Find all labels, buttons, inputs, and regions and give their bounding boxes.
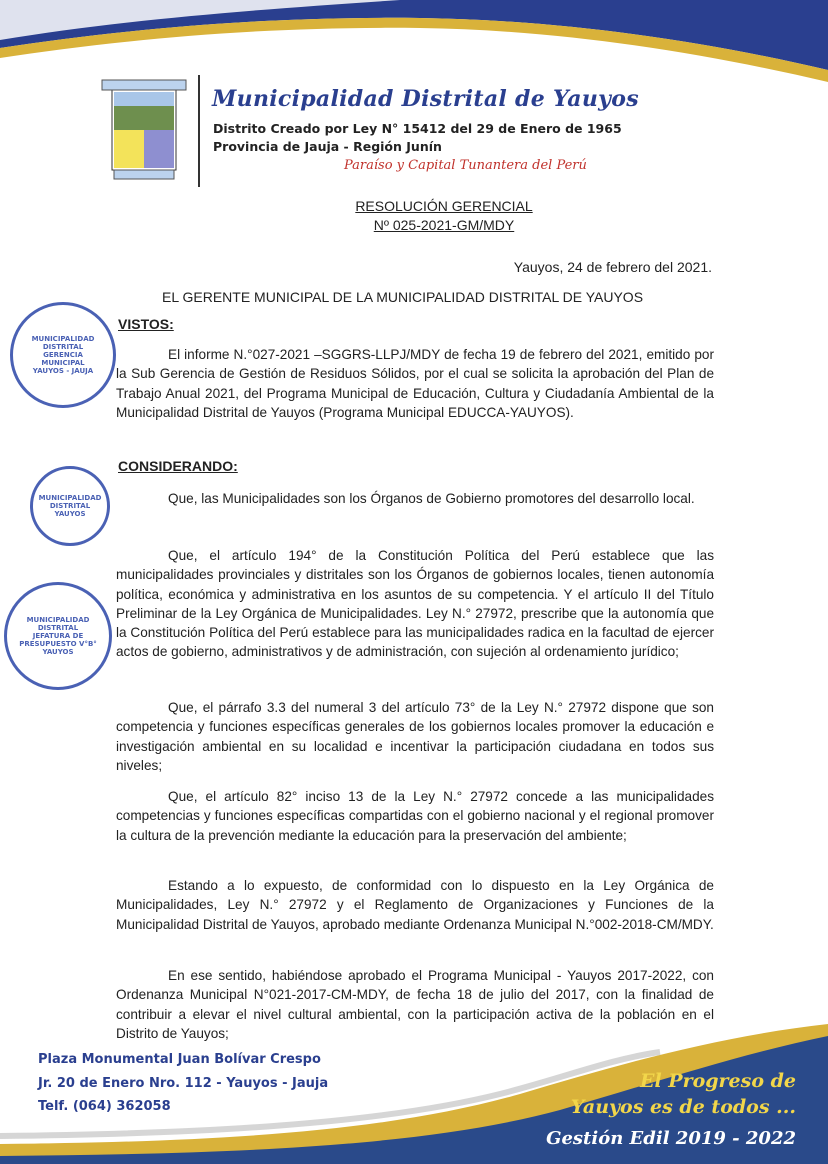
vistos-paragraph: El informe N.°027-2021 –SGGRS-LLPJ/MDY de fecha 19 de febrero del 2021, emitido por la Sub Gerencia de Gestión de Residuos Sólidos, por el cual se solicita la aprobación del Plan de Trabajo Anual 2021, del Programa Municipal de Educación, Cultura y Ciudadanía Ambiental de la Municipalidad Distrital de Yauyos (Programa Municipal EDUCCA-YAUYOS). [116,347,714,420]
footer-address-2: Jr. 20 de Enero Nro. 112 - Yauyos - Jauja [38,1076,329,1091]
considerando-paragraph: Que, las Municipalidades son los Órganos de Gobierno promotores del desarrollo local. [168,491,695,506]
slogan-line-2: Yauyos es de todos ... [570,1096,796,1118]
considerando-heading: CONSIDERANDO: [118,458,238,474]
issuer-line: EL GERENTE MUNICIPAL DE LA MUNICIPALIDAD DISTRITAL DE YAUYOS [162,289,644,305]
motto: Paraíso y Capital Tunantera del Perú [344,158,587,173]
gerencia-municipal-stamp: MUNICIPALIDAD DISTRITAL GERENCIA MUNICIPAL YAUYOS - JAUJA [10,302,116,408]
municipality-title: Municipalidad Distrital de Yauyos [212,86,639,112]
slogan-line-3: Gestión Edil 2019 - 2022 [546,1128,796,1149]
considerando-paragraph: Que, el párrafo 3.3 del numeral 3 del artículo 73° de la Ley N.° 27972 dispone que son competencia y funciones específicas generales de los gobiernos locales promover la educación e investigación ambiental en su localidad e incentivar la participación ciudadana en todos sus niveles; [116,700,714,773]
sub-gerencia-stamp: MUNICIPALIDAD DISTRITAL YAUYOS [30,466,110,546]
considerando-paragraph: En ese sentido, habiéndose aprobado el Programa Municipal - Yauyos 2017-2022, con Ordenanza Municipal N°021-2017-CM-MDY, de fecha 18 de julio del 2017, con la finalidad de contribuir a elevar el nivel cultural ambiental, con la participación activa de la población en el Distrito de Yauyos; [116,968,714,1041]
header-divider [198,75,200,187]
resolution-number: Nº 025-2021-GM/MDY [373,217,515,233]
vistos-heading: VISTOS: [118,316,174,332]
slogan-line-1: El Progreso de [639,1070,796,1092]
creation-law: Distrito Creado por Ley N° 15412 del 29 de Enero de 1965 [213,121,622,136]
document-date: Yauyos, 24 de febrero del 2021. [513,259,712,275]
province-region: Provincia de Jauja - Región Junín [213,139,442,154]
footer-address-1: Plaza Monumental Juan Bolívar Crespo [38,1052,321,1067]
considerando-paragraph: Que, el artículo 194° de la Constitución Política del Perú establece que las municipalidades provinciales y distritales son los Órganos de gobiernos locales, tienen autonomía política, económica y administrativa en los asuntos de su competencia. Y el artículo II del Título Preliminar de la Ley Orgánica de Municipalidades. Ley N.° 27972, prescribe que la autonomía que la Constitución Política del Perú establece para las municipalidades radica en la facultad de ejercer actos de gobierno, administrativos y de administración, con sujeción al ordenamiento jurídico; [116,548,714,660]
footer-phone: Telf. (064) 362058 [38,1099,171,1114]
considerando-paragraph: Estando a lo expuesto, de conformidad con lo dispuesto en la Ley Orgánica de Municipalidades, Ley N.° 27972 y el Reglamento de Organizaciones y Funciones de la Municipalidad Distrital de Yauyos, aprobado mediante Ordenanza Municipal N.°002-2018-CM/MDY. [116,878,714,932]
municipal-crest-logo [100,72,188,182]
resolution-title: RESOLUCIÓN GERENCIAL [355,198,533,214]
considerando-paragraph: Que, el artículo 82° inciso 13 de la Ley N.° 27972 concede a las municipalidades competencias y funciones específicas compartidas con el gobierno nacional y el regional promover la cultura de la prevención mediante la educación para la preservación del ambiente; [116,789,714,843]
presupuesto-stamp: MUNICIPALIDAD DISTRITAL JEFATURA DE PRESUPUESTO V°B° YAUYOS [4,582,112,690]
